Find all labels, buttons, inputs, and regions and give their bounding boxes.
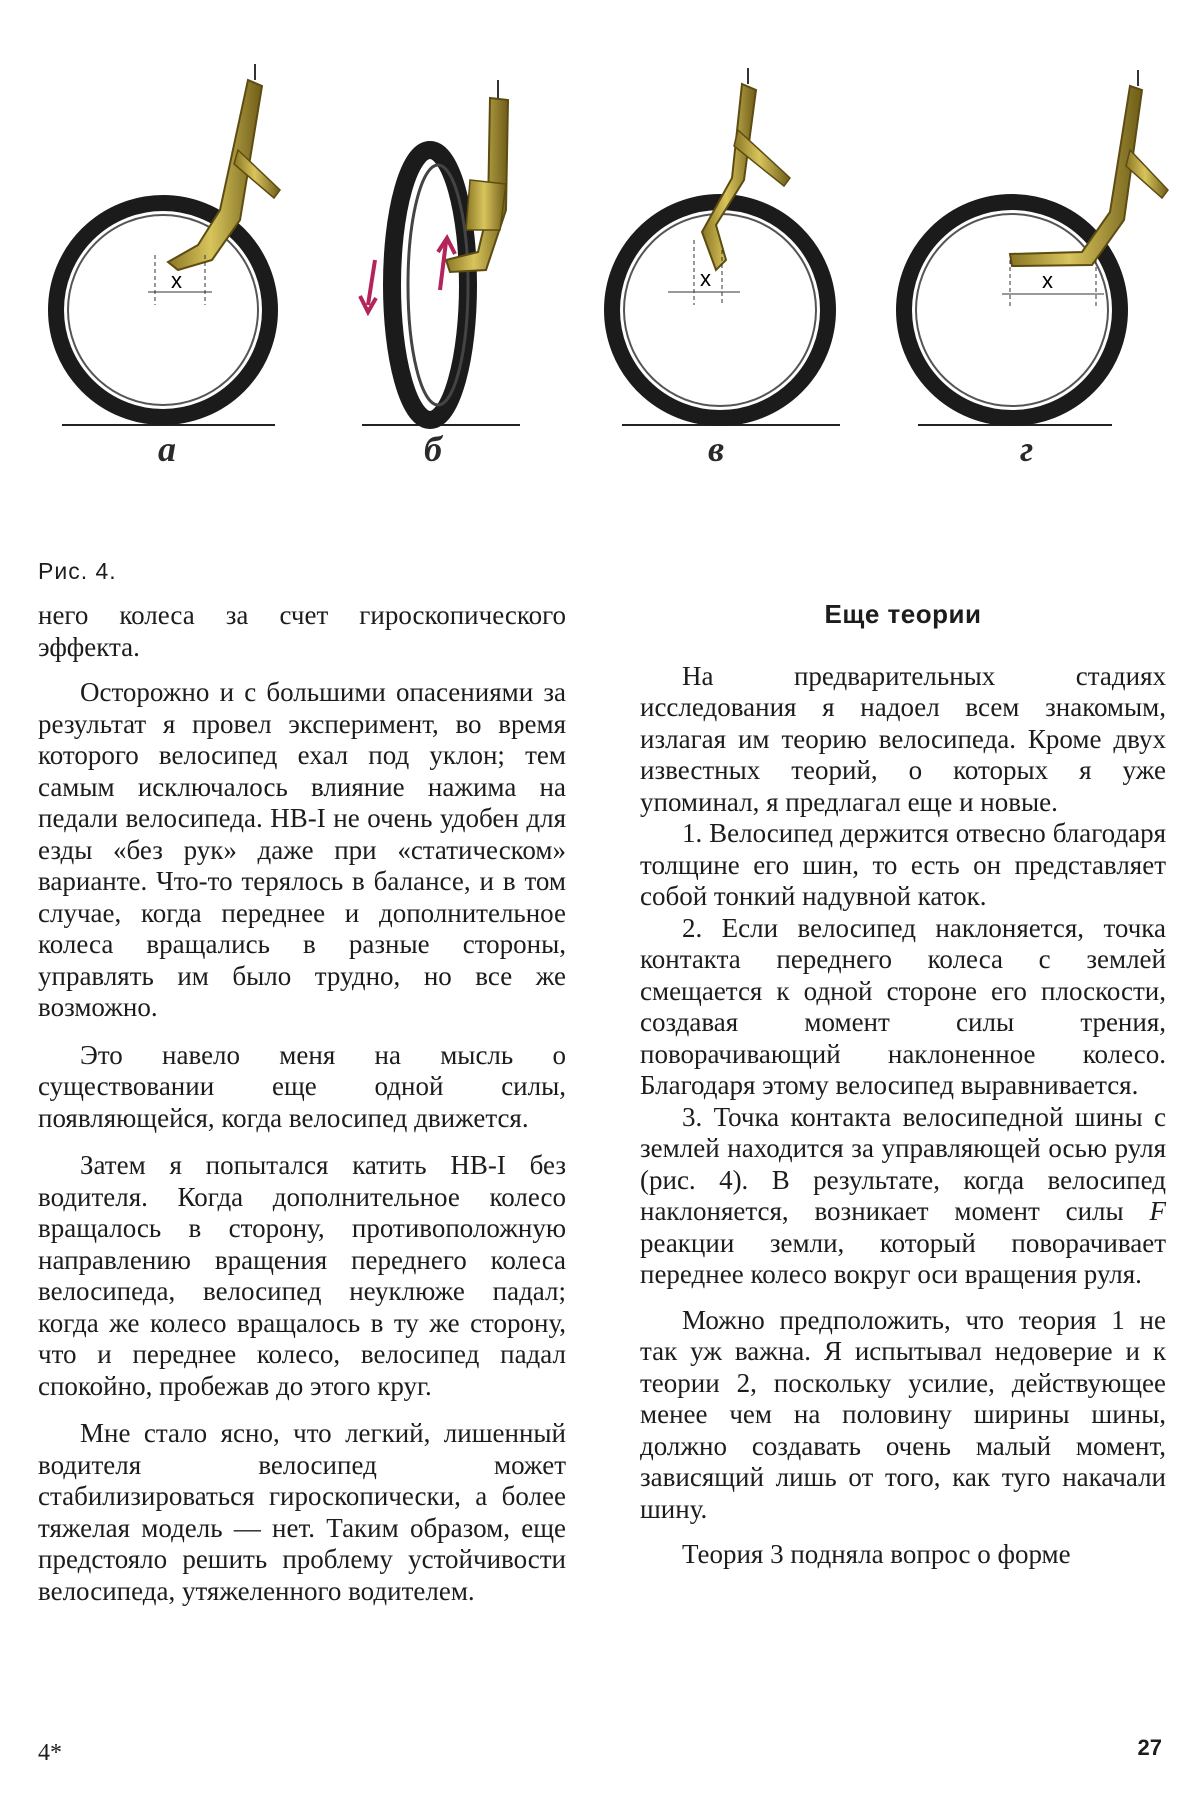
left-paragraph-1: него колеса за счет гироскопического эффекта. [38,600,566,662]
section-heading: Еще теории [824,599,982,629]
wheel-b [360,80,520,425]
right-paragraph-4 [640,1102,1166,1291]
right-paragraph-3: 2. Если велосипед наклоняется, точка контакта переднего колеса с землей смещается к одной стороне его плоскости, создавая момент силы трения, поворачивающий наклоненное колесо. Благодаря этому велосипед выравнивается. [640,912,1166,1100]
signature-mark: 4* [38,1740,62,1766]
right-paragraph-2: 1. Велосипед держится отвесно благодаря толщине его шин, то есть он представляет собой тонкий надувной каток. [640,818,1166,911]
dimension-x-v: x [700,266,711,291]
left-paragraph-4: Затем я попытался катить НВ-I без водителя. Когда дополнительное колесо вращалось в сторону, противоположную направлению вращения переднего колеса велосипеда, велосипед неуклюже падал; когда же колесо вращалось в ту же сторону, что и переднее колесо, велосипед падал спокойно, пробежав до этого круг. [38,1150,566,1401]
figure-label-b: б [424,429,442,469]
left-column [38,600,566,1607]
right-paragraph-4a: 3. Точка контакта велосипедной шины с землей находится за управляющей осью руля (рис. 4). В результате, когда велосипед наклоняется, возникает момент силы [640,1101,1166,1226]
wheel-v [612,68,840,425]
right-paragraph-6: Теория 3 подняла вопрос о форме [682,1539,1071,1569]
right-paragraph-1: На предварительных стадиях исследования я надоел всем знакомым, излагая им теорию велосипеда. Кроме двух известных теорий, о которых я уже упоминал, я предлагал еще и новые. [640,660,1166,817]
right-paragraph-5: Можно предположить, что теория 1 не так уж важна. Я испытывал недоверие и к теории 2, поскольку усилие, действующее менее чем на половину ширины шины, должно создавать очень малый момент, зависящий лишь от того, как туго накачали шину. [640,1304,1166,1524]
right-paragraph-4b: реакции земли, который поворачивает переднее колесо вокруг оси вращения руля. [640,1227,1166,1289]
left-paragraph-3: Это навело меня на мысль о существовании еще одной силы, появляющейся, когда велосипед движется. [38,1039,566,1133]
dimension-x-a: x [171,268,182,293]
figure-label-a: а [158,429,176,469]
figure-4-wheels [0,60,1200,480]
force-variable: F [1149,1196,1167,1226]
dimension-x-g: x [1042,268,1053,293]
left-paragraph-2: Осторожно и с большими опасениями за результат я провел эксперимент, во время которого велосипед ехал под уклон; тем самым исключалось влияние нажима на педали велосипеда. НВ-I не очень удобен для езды «без рук» даже при «статическом» варианте. Что-то терялось в балансе, и в том случае, когда переднее и дополнительное колеса вращались в разные стороны, управлять им было трудно, но все же возможно. [38,677,566,1022]
right-column [640,599,1166,1571]
left-paragraph-5: Мне стало ясно, что легкий, лишенный водителя велосипед может стабилизироваться гироскопически, а более тяжелая модель — нет. Таким образом, еще предстояло решить проблему устойчивости велосипеда, утяжеленного водителем. [38,1418,566,1606]
wheel-g [904,70,1168,425]
figure-caption: Рис. 4. [38,558,117,584]
figure-label-v: в [708,429,725,469]
wheel-a [56,64,280,425]
page-number: 27 [1137,1735,1162,1760]
figure-label-g: г [1020,429,1034,469]
